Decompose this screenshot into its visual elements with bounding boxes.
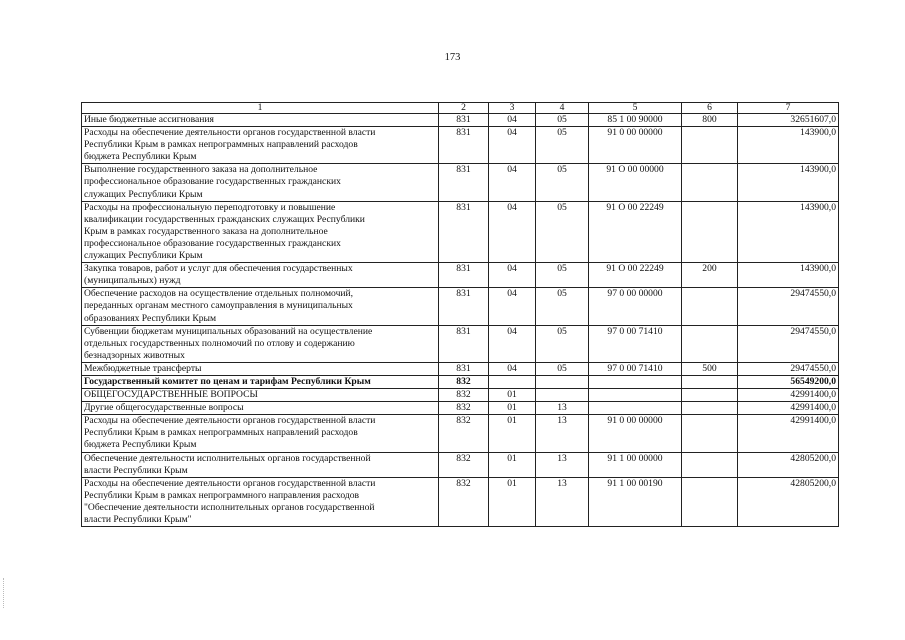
page-number: 173 [444, 52, 461, 63]
column-header: 6 [682, 103, 738, 114]
column-header: 5 [589, 103, 682, 114]
code-cell-expense-type [682, 201, 738, 262]
code-cell-section: 01 [489, 402, 536, 415]
table-row [82, 477, 839, 526]
description-cell: Обеспечение расходов на осуществление отдельных полномочий, переданных органам местного самоуправления в муниципальных образованиях Республики Крым [82, 288, 439, 325]
code-cell-section: 01 [489, 389, 536, 402]
table-row [82, 127, 839, 164]
code-cell-expense-type [682, 164, 738, 201]
description-cell: Обеспечение деятельности исполнительных органов государственной власти Республики Крым [82, 452, 439, 477]
table-row [82, 375, 839, 388]
description-cell: Расходы на обеспечение деятельности органов государственной власти Республики Крым в рамках непрограммных направлений расходов бюджета Республики Крым [82, 127, 439, 164]
code-cell-section: 01 [489, 415, 536, 452]
amount-cell: 42991400,0 [738, 415, 839, 452]
code-cell-target-article: 91 1 00 00000 [589, 452, 682, 477]
code-cell-target-article [589, 402, 682, 415]
code-cell-ministry: 832 [439, 375, 489, 388]
code-cell-target-article: 91 О 00 22249 [589, 263, 682, 288]
code-cell-section: 04 [489, 114, 536, 127]
code-cell-target-article: 91 0 00 00000 [589, 415, 682, 452]
column-header: 4 [536, 103, 589, 114]
amount-cell: 42805200,0 [738, 477, 839, 526]
code-cell-target-article: 97 0 00 71410 [589, 325, 682, 362]
code-cell-expense-type [682, 288, 738, 325]
amount-cell: 42991400,0 [738, 402, 839, 415]
amount-cell: 29474550,0 [738, 325, 839, 362]
code-cell-target-article: 97 0 00 00000 [589, 288, 682, 325]
description-cell: Иные бюджетные ассигнования [82, 114, 439, 127]
amount-cell: 56549200,0 [738, 375, 839, 388]
code-cell-subsection: 05 [536, 201, 589, 262]
amount-cell: 29474550,0 [738, 288, 839, 325]
table-row [82, 402, 839, 415]
table-row [82, 263, 839, 288]
code-cell-target-article: 97 0 00 71410 [589, 362, 682, 375]
description-cell: Расходы на профессиональную переподготовку и повышение квалификации государственных гражданских служащих Республики Крым в рамках государственного заказа на дополнительное профессиональное образование государственных гражданских служащих Республики Крым [82, 201, 439, 262]
table-row [82, 288, 839, 325]
code-cell-section: 04 [489, 201, 536, 262]
column-header: 3 [489, 103, 536, 114]
code-cell-section: 04 [489, 263, 536, 288]
code-cell-expense-type [682, 375, 738, 388]
code-cell-ministry: 831 [439, 362, 489, 375]
code-cell-expense-type: 800 [682, 114, 738, 127]
description-cell: Государственный комитет по ценам и тарифам Республики Крым [82, 375, 439, 388]
code-cell-expense-type: 500 [682, 362, 738, 375]
code-cell-subsection: 05 [536, 362, 589, 375]
code-cell-subsection [536, 375, 589, 388]
code-cell-subsection [536, 389, 589, 402]
code-cell-ministry: 832 [439, 389, 489, 402]
code-cell-section: 04 [489, 325, 536, 362]
code-cell-expense-type [682, 389, 738, 402]
code-cell-subsection: 05 [536, 325, 589, 362]
amount-cell: 143900,0 [738, 263, 839, 288]
code-cell-ministry: 832 [439, 415, 489, 452]
table-header-row [82, 103, 839, 114]
code-cell-target-article: 85 1 00 90000 [589, 114, 682, 127]
code-cell-ministry: 832 [439, 477, 489, 526]
code-cell-ministry: 831 [439, 164, 489, 201]
code-cell-subsection: 13 [536, 415, 589, 452]
code-cell-section [489, 375, 536, 388]
amount-cell: 29474550,0 [738, 362, 839, 375]
code-cell-subsection: 05 [536, 127, 589, 164]
code-cell-subsection: 05 [536, 263, 589, 288]
code-cell-target-article: 91 О 00 00000 [589, 164, 682, 201]
code-cell-target-article [589, 375, 682, 388]
code-cell-ministry: 831 [439, 201, 489, 262]
code-cell-expense-type [682, 477, 738, 526]
description-cell: Расходы на обеспечение деятельности органов государственной власти Республики Крым в рамках непрограммного направления расходов "Обеспечение деятельности исполнительных органов государственной власти Республики Крым" [82, 477, 439, 526]
code-cell-ministry: 832 [439, 402, 489, 415]
column-header: 1 [82, 103, 439, 114]
code-cell-expense-type: 200 [682, 263, 738, 288]
scan-edge-mark [3, 578, 5, 608]
code-cell-subsection: 05 [536, 114, 589, 127]
code-cell-target-article: 91 1 00 00190 [589, 477, 682, 526]
code-cell-expense-type [682, 452, 738, 477]
code-cell-subsection: 13 [536, 402, 589, 415]
code-cell-expense-type [682, 325, 738, 362]
column-header: 2 [439, 103, 489, 114]
code-cell-ministry: 831 [439, 263, 489, 288]
code-cell-ministry: 831 [439, 288, 489, 325]
description-cell: ОБЩЕГОСУДАРСТВЕННЫЕ ВОПРОСЫ [82, 389, 439, 402]
table-row [82, 389, 839, 402]
code-cell-expense-type [682, 127, 738, 164]
amount-cell: 143900,0 [738, 201, 839, 262]
code-cell-subsection: 13 [536, 477, 589, 526]
description-cell: Расходы на обеспечение деятельности органов государственной власти Республики Крым в рамках непрограммных направлений расходов бюджета Республики Крым [82, 415, 439, 452]
budget-table [81, 102, 839, 527]
code-cell-ministry: 831 [439, 127, 489, 164]
description-cell: Субвенции бюджетам муниципальных образований на осуществление отдельных государственных полномочий по отлову и содержанию безнадзорных животных [82, 325, 439, 362]
table-row [82, 201, 839, 262]
code-cell-subsection: 05 [536, 164, 589, 201]
table-row [82, 362, 839, 375]
code-cell-section: 01 [489, 477, 536, 526]
table-row [82, 452, 839, 477]
column-header: 7 [738, 103, 839, 114]
code-cell-section: 04 [489, 164, 536, 201]
code-cell-ministry: 831 [439, 114, 489, 127]
description-cell: Закупка товаров, работ и услуг для обеспечения государственных (муниципальных) нужд [82, 263, 439, 288]
amount-cell: 42991400,0 [738, 389, 839, 402]
amount-cell: 32651607,0 [738, 114, 839, 127]
code-cell-target-article [589, 389, 682, 402]
amount-cell: 42805200,0 [738, 452, 839, 477]
code-cell-section: 01 [489, 452, 536, 477]
code-cell-subsection: 05 [536, 288, 589, 325]
code-cell-expense-type [682, 402, 738, 415]
amount-cell: 143900,0 [738, 127, 839, 164]
table-row [82, 114, 839, 127]
table-row [82, 415, 839, 452]
code-cell-expense-type [682, 415, 738, 452]
table-row [82, 325, 839, 362]
table-row [82, 164, 839, 201]
description-cell: Другие общегосударственные вопросы [82, 402, 439, 415]
code-cell-target-article: 91 О 00 22249 [589, 201, 682, 262]
code-cell-ministry: 832 [439, 452, 489, 477]
amount-cell: 143900,0 [738, 164, 839, 201]
code-cell-subsection: 13 [536, 452, 589, 477]
code-cell-section: 04 [489, 127, 536, 164]
code-cell-section: 04 [489, 362, 536, 375]
code-cell-section: 04 [489, 288, 536, 325]
description-cell: Межбюджетные трансферты [82, 362, 439, 375]
description-cell: Выполнение государственного заказа на дополнительное профессиональное образование государственных гражданских служащих Республики Крым [82, 164, 439, 201]
code-cell-target-article: 91 0 00 00000 [589, 127, 682, 164]
code-cell-ministry: 831 [439, 325, 489, 362]
